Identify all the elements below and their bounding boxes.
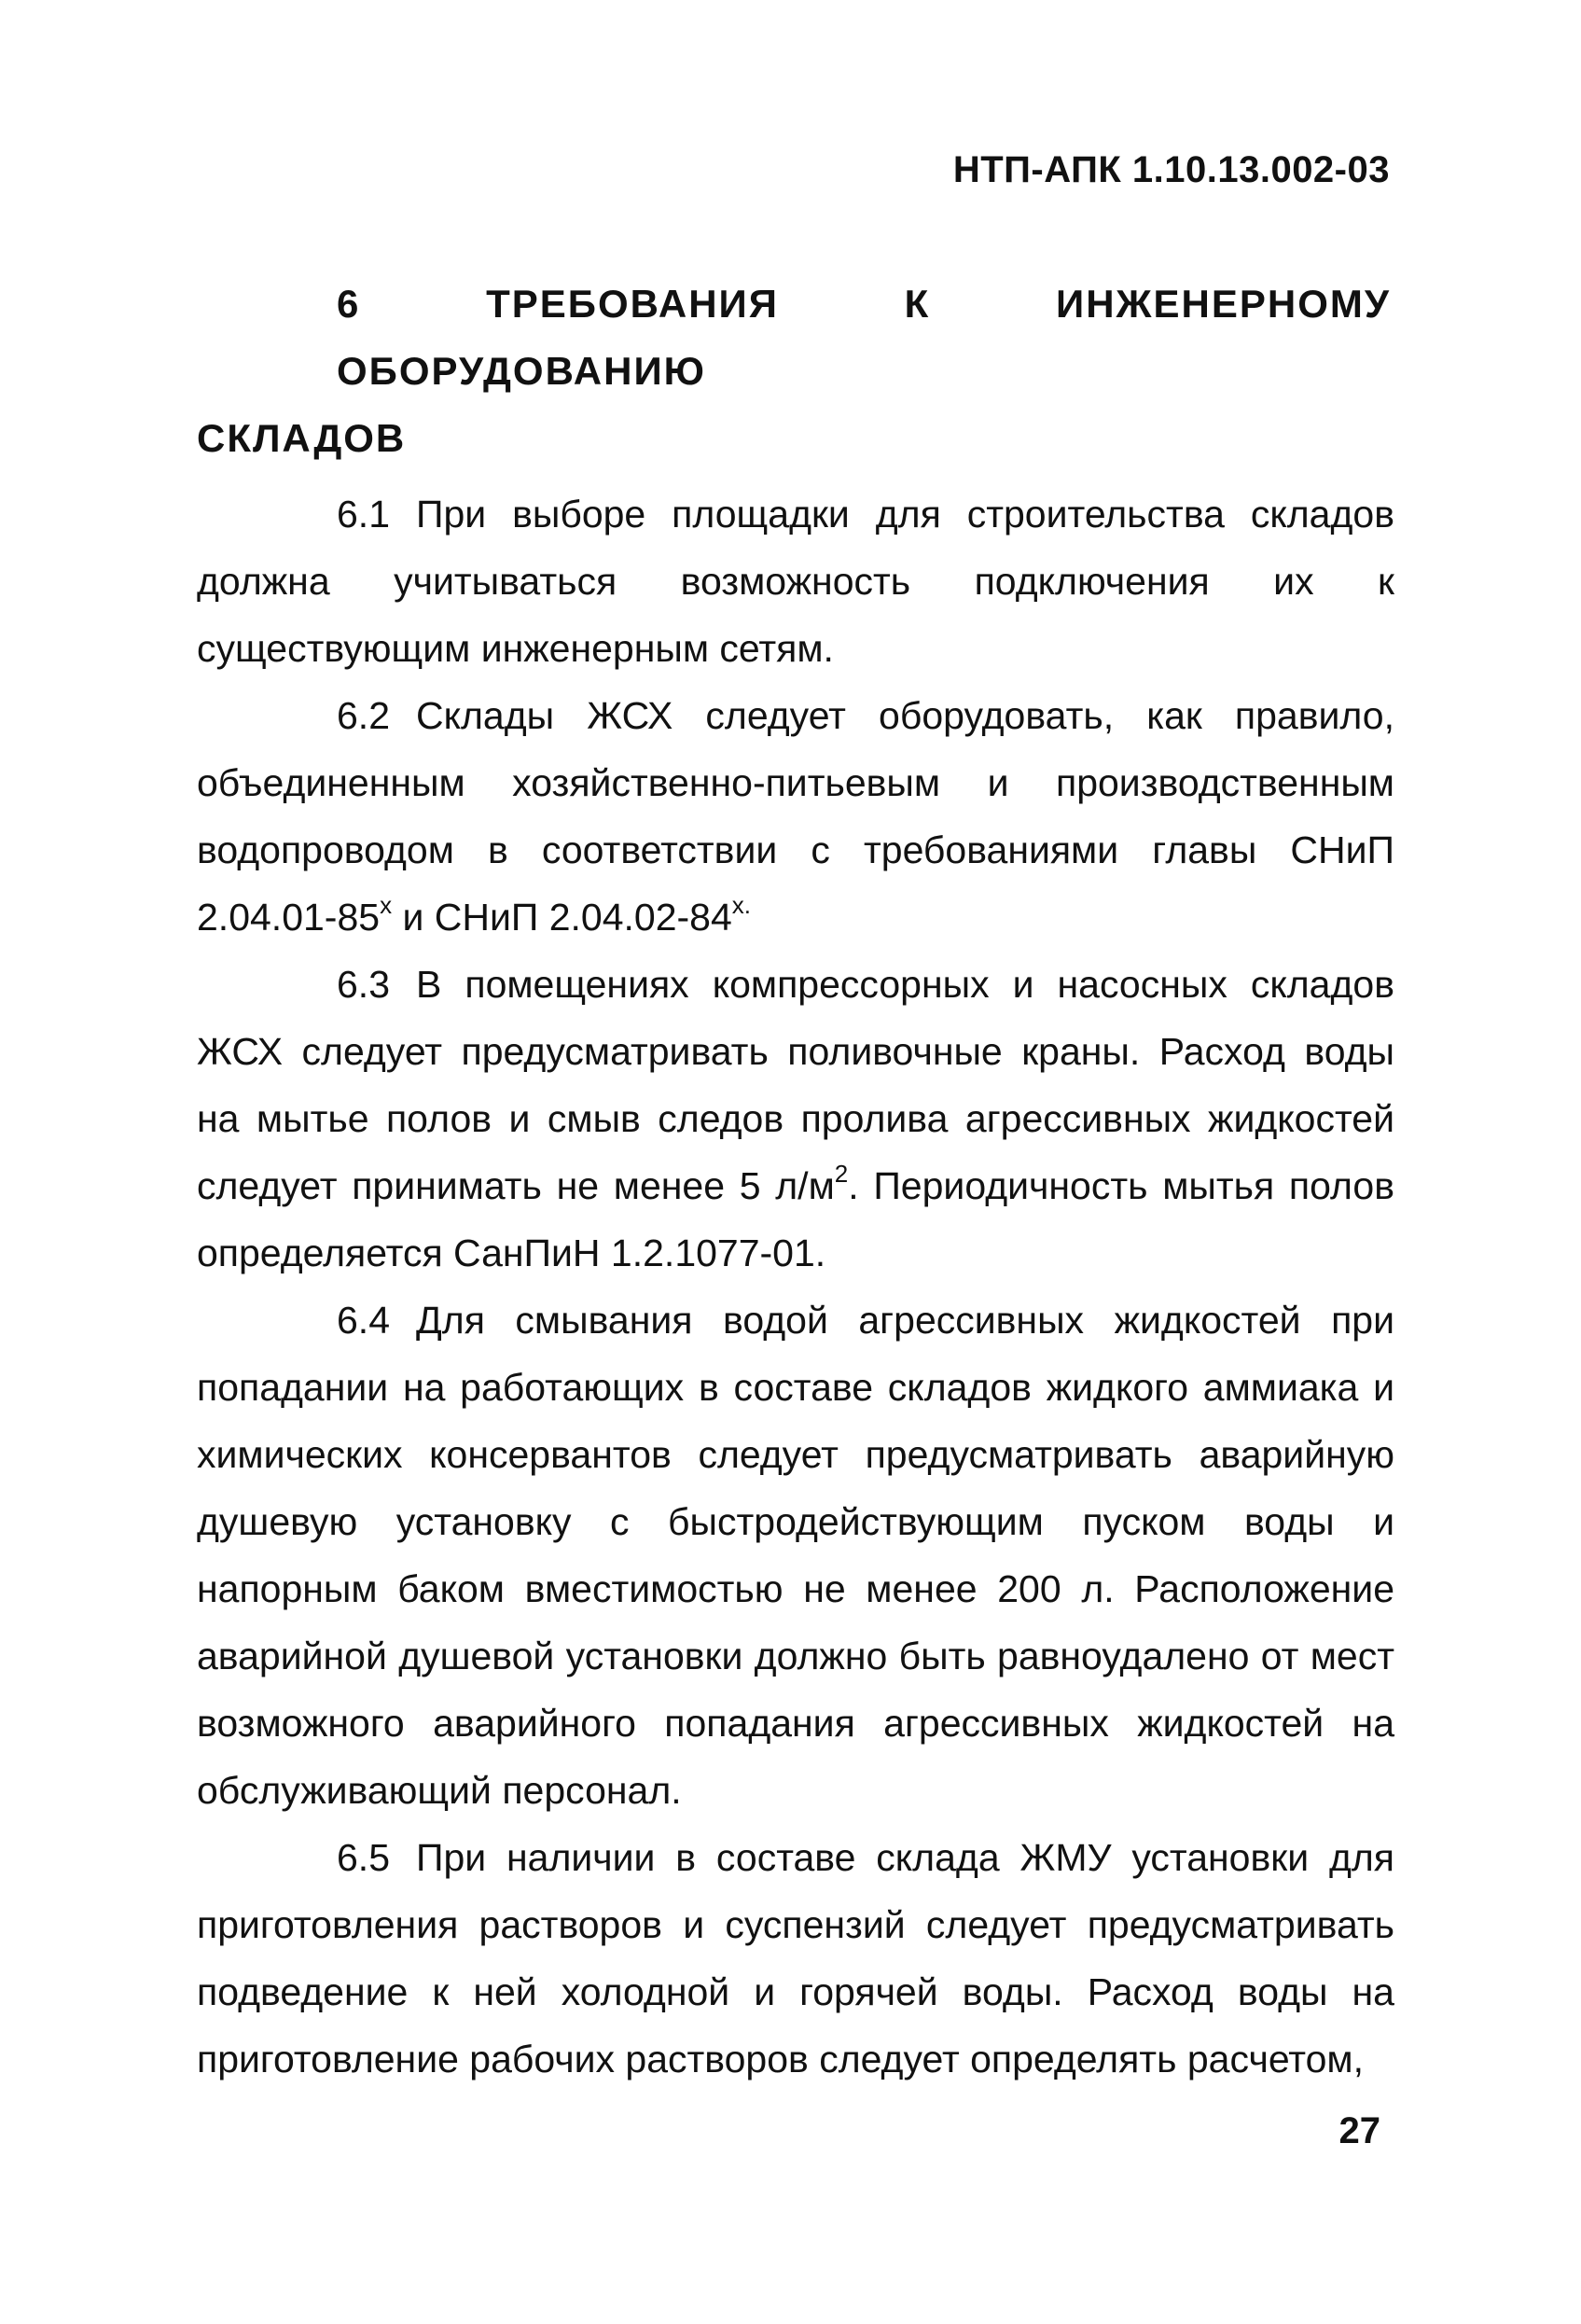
paragraph-6-3 xyxy=(197,951,1394,1287)
paragraph-text: . Периодичность мытья полов определяется СанПиН 1.2.1077-01. xyxy=(197,1164,1394,1274)
section-heading-line-1: 6 ТРЕБОВАНИЯ К ИНЖЕНЕРНОМУ ОБОРУДОВАНИЮ xyxy=(337,282,1391,393)
superscript: х. xyxy=(731,891,752,919)
paragraph-text: Склады ЖСХ следует оборудовать, как правило, объединенным хозяйственно-питьевым и производственным водопроводом в соответствии с требованиями главы СНиП 2.04.01-85 xyxy=(197,694,1394,939)
section-heading xyxy=(197,271,1391,472)
section-heading-line-2: СКЛАДОВ xyxy=(197,416,407,460)
paragraph-6-5 xyxy=(197,1824,1394,2093)
paragraph-number: 6.2 xyxy=(337,694,390,737)
paragraph-text: При выборе площадки для строительства складов должна учитываться возможность подключения их к существующим инженерным сетям. xyxy=(197,493,1394,670)
superscript: х xyxy=(380,891,393,919)
paragraph-text: При наличии в составе склада ЖМУ установки для приготовления растворов и суспензий следует предусматривать подведение к ней холодной и горячей воды. Расход воды на приготовление рабочих растворов следует определять расчетом, xyxy=(197,1836,1394,2080)
paragraph-number: 6.3 xyxy=(337,963,390,1006)
body-text xyxy=(197,480,1394,2093)
paragraph-text: Для смывания водой агрессивных жидкостей при попадании на работающих в составе складов жидкого аммиака и химических консервантов следует предусматривать аварийную душевую установку с быстродействующим пуском воды и напорным баком вместимостью не менее 200 л. Расположение аварийной душевой установки должно быть равноудалено от мест возможного аварийного попадания агрессивных жидкостей на обслуживающий персонал. xyxy=(197,1299,1394,1812)
paragraph-text: и СНиП 2.04.02-84 xyxy=(392,896,732,939)
superscript: 2 xyxy=(834,1160,849,1188)
paragraph-6-4 xyxy=(197,1287,1394,1824)
paragraph-number: 6.1 xyxy=(337,493,390,536)
paragraph-text: В помещениях компрессорных и насосных складов ЖСХ следует предусматривать поливочные краны. Расход воды на мытье полов и смыв следов пролива агрессивных жидкостей следует принимать не менее 5 л/м xyxy=(197,963,1394,1207)
paragraph-number: 6.4 xyxy=(337,1299,390,1342)
page-number: 27 xyxy=(1338,2110,1380,2151)
paragraph-number: 6.5 xyxy=(337,1836,390,1879)
paragraph-6-1 xyxy=(197,480,1394,682)
paragraph-6-2 xyxy=(197,682,1394,951)
document-code: НТП-АПК 1.10.13.002-03 xyxy=(952,149,1390,190)
